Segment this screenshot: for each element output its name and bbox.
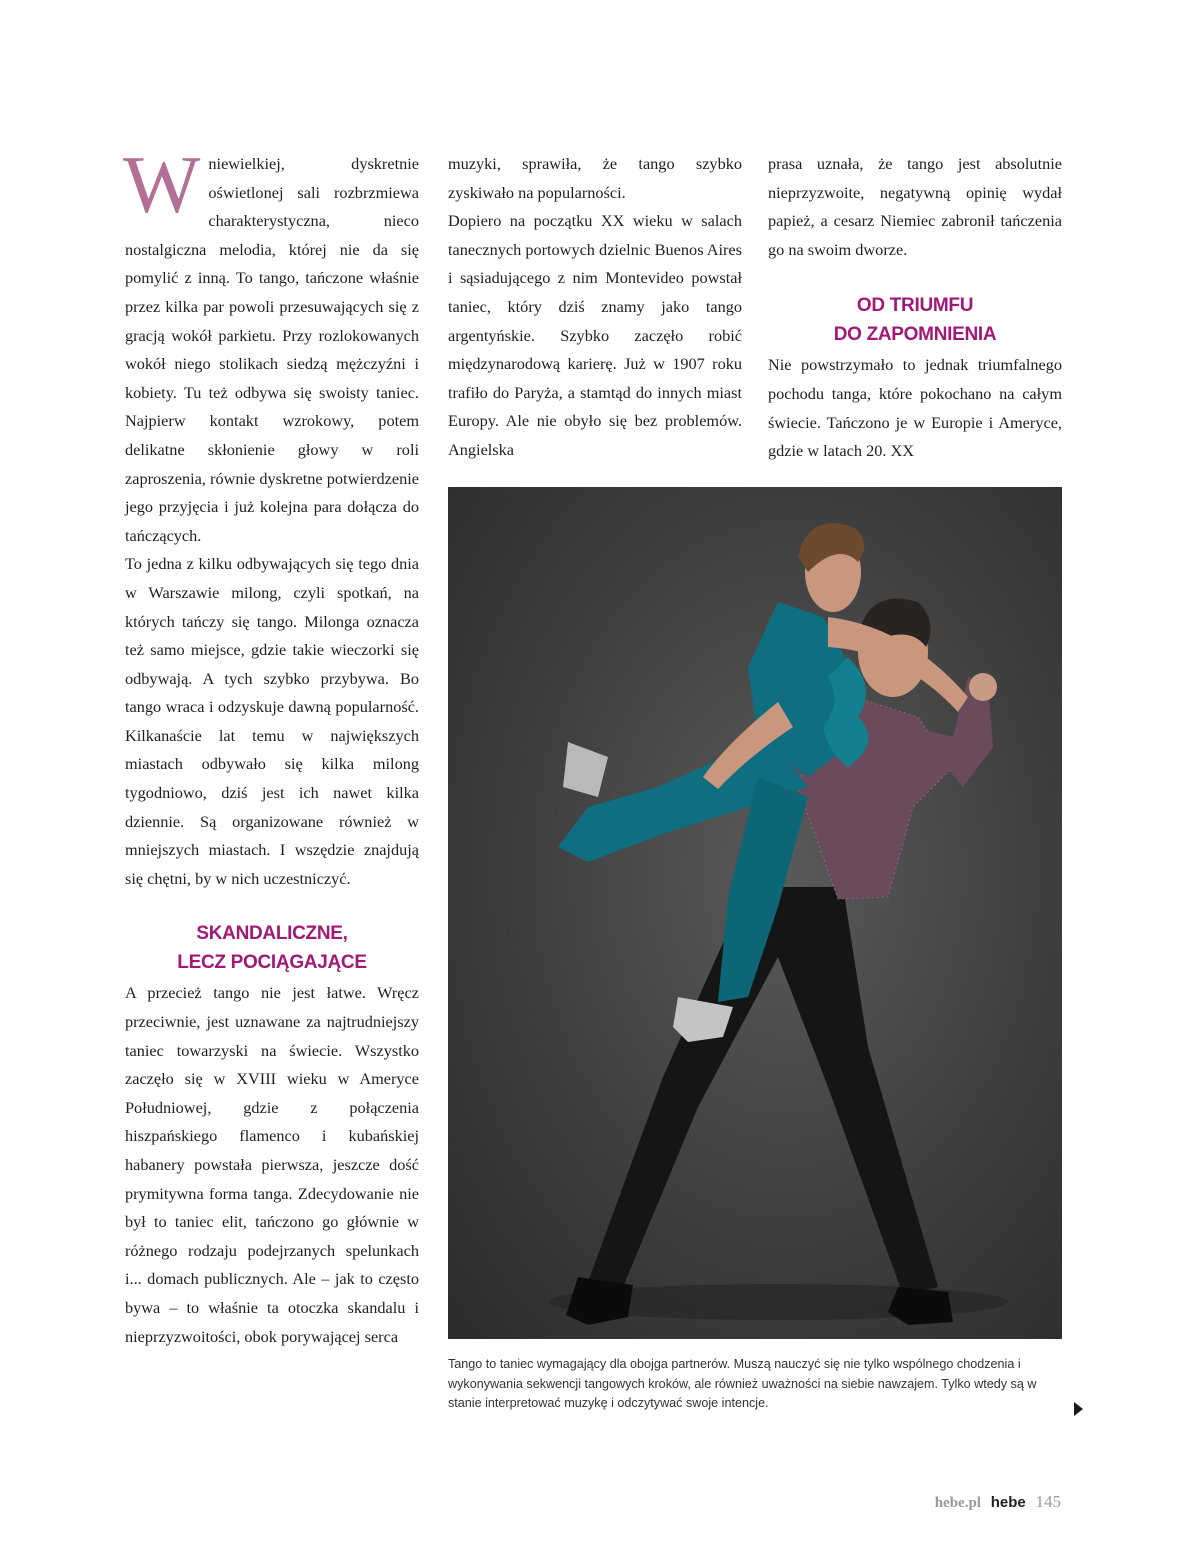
article-paragraph: prasa uznała, że tango jest absolutnie nieprzyzwoite, negatywną opinię wydał papież, a cesarz Niemiec zabronił tańczenia go na swoim dworze. — [768, 154, 1062, 259]
article-paragraph: To jedna z kilku odbywających się tego dnia w Warszawie milong, czyli spotkań, na których tańczy się tango. Milonga oznacza też samo miejsce, gdzie takie wieczorki się odbywają. A tych szybko przybywa. Bo tango wraca i odzyskuje dawną popularność. Kilkanaście lat temu w największych miastach odbywało się kilka milong tygodniowo, dziś jest ich nawet kilka dziennie. Są organizowane również w mniejszych miastach. I wszędzie znajdują się chętni, by w nich uczestniczyć. — [125, 554, 419, 888]
section-heading — [768, 291, 1062, 349]
page-number: 145 — [1035, 1492, 1061, 1511]
continue-arrow-icon — [1074, 1402, 1083, 1416]
section-heading — [125, 919, 419, 977]
footer-brand-logo: hebe — [990, 1494, 1026, 1511]
article-paragraph: A przecież tango nie jest łatwe. Wręcz przeciwnie, jest uznawane za najtrudniejszy taniec towarzyski na świecie. Wszystko zaczęło się w XVIII wieku w Ameryce Południowej, gdzie z połączenia hiszpańskiego flamenco i kubańskiej habanery powstała pierwsza, jeszcze dość prymitywna forma tanga. Zdecydowanie nie był to taniec elit, tańczono go głównie w różnego rodzaju podejrzanych spelunkach i... domach publicznych. Ale – jak to często bywa – to właśnie ta otoczka skandalu i nieprzyzwoitości, obok porywającej serca — [125, 983, 419, 1346]
heading-line: LECZ POCIĄGAJĄCE — [177, 952, 367, 974]
article-paragraph: Dopiero na początku XX wieku w salach tanecznych portowych dzielnic Buenos Aires i sąsiadującego z nim Montevideo powstał taniec, który dziś znamy jako tango argentyńskie. Szybko zaczęło robić międzynarodową karierę. Już w 1907 roku trafiło do Paryża, a stamtąd do innych miast Europy. Ale nie obyło się bez problemów. Angielska — [448, 211, 742, 459]
dancers-illustration — [448, 487, 1062, 1339]
article-column-3 — [768, 150, 1062, 466]
paragraph-text: niewielkiej, dyskretnie oświetlonej sali rozbrzmiewa charakterystyczna, nieco nostalgiczna melodia, której nie da się pomylić z inną. To tango, tańczone właśnie przez kilka par powoli przesuwających się z gracją wokół parkietu. Przy rozlokowanych wokół niego stolikach siedzą mężczyźni i kobiety. Tu też odbywa się swoisty taniec. Najpierw kontakt wzrokowy, potem delikatne skłonienie głowy w roli zaproszenia, równie dyskretne potwierdzenie jego przyjęcia i już kolejna para dołącza do tańczących. — [125, 154, 419, 545]
article-paragraph: Nie powstrzymało to jednak triumfalnego pochodu tanga, które pokochano na całym świecie. Tańczono je w Europie i Ameryce, gdzie w latach 20. XX — [768, 355, 1062, 461]
article-paragraph: muzyki, sprawiła, że tango szybko zyskiwało na popularności. — [448, 154, 742, 202]
heading-line: SKANDALICZNE, — [196, 923, 348, 945]
heading-line: DO ZAPOMNIENIA — [833, 324, 997, 346]
article-column-1 — [123, 139, 419, 1351]
drop-cap: W — [123, 139, 201, 230]
footer-site: hebe.pl — [934, 1495, 981, 1511]
heading-line: OD TRIUMFU — [856, 295, 974, 317]
article-column-2 — [448, 150, 742, 465]
page-footer — [935, 1492, 1061, 1512]
tango-dancers-photo — [448, 487, 1062, 1339]
article-paragraph — [123, 139, 419, 550]
photo-caption: Tango to taniec wymagający dla obojga partnerów. Muszą nauczyć się nie tylko wspólnego chodzenia i wykonywania sekwencji tangowych kroków, ale również uważności na siebie nawzajem. Tylko wtedy są w stanie interpretować muzykę i odczytywać swoje intencje. — [448, 1357, 1037, 1410]
